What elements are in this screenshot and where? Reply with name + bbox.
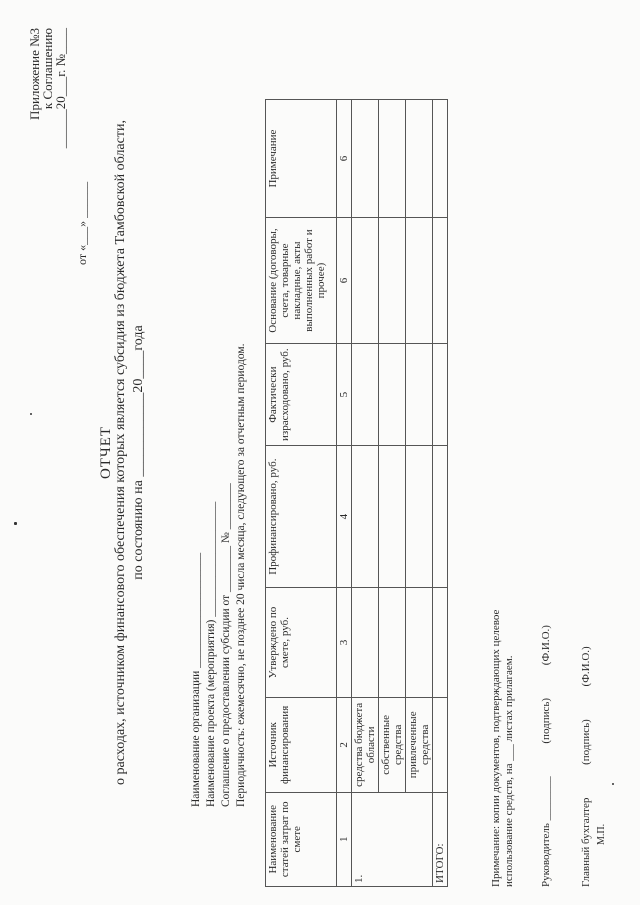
- report-as-of-date: по состоянию на ____________20____года: [131, 325, 146, 580]
- table-header-row: [266, 100, 337, 887]
- col-number: 6: [337, 100, 352, 218]
- signature-director: [540, 625, 552, 887]
- table-number-row: [337, 100, 352, 887]
- accountant-signature: (подпись): [580, 719, 592, 765]
- source-cell: собственные средства: [379, 698, 406, 792]
- meta-agreement: Соглашение о предоставлении субсидии от ________ № ________: [220, 483, 232, 807]
- director-name: (Ф.И.О.): [540, 625, 552, 666]
- col-header: Утверждено по смете, руб.: [266, 587, 337, 697]
- agreement-ref: к Соглашению: [40, 28, 55, 110]
- col-number: 1: [337, 792, 352, 886]
- row-number: 1.: [352, 792, 433, 886]
- col-header: Наименование статей затрат по смете: [266, 792, 337, 886]
- appendix-number: Приложение №3: [27, 28, 42, 120]
- table-row: [379, 100, 406, 887]
- expense-table-wrap: [265, 99, 448, 887]
- col-header: Фактически израсходовано, руб.: [266, 344, 337, 446]
- signature-accountant: [580, 646, 592, 887]
- director-label: Руководитель ________: [540, 776, 552, 887]
- expense-table: [265, 99, 448, 887]
- meta-organization: Наименование организации ____________________: [190, 552, 202, 807]
- scan-speck: [30, 413, 32, 415]
- meta-project: Наименование проекта (мероприятия) ____________________: [205, 501, 217, 807]
- table-row: [352, 100, 379, 887]
- director-signature: (подпись): [540, 697, 552, 744]
- scan-speck: [14, 522, 17, 525]
- col-header: Примечание: [266, 100, 337, 218]
- total-label: ИТОГО:: [433, 792, 448, 886]
- stamp-label: М.П.: [596, 823, 607, 845]
- col-number: 2: [337, 698, 352, 792]
- scan-speck: [612, 783, 614, 785]
- appendix-header: [28, 28, 67, 148]
- meta-periodicity: Периодичность: ежемесячно, не позднее 20 числа месяца, следующего за отчетным периодом.: [235, 343, 247, 807]
- agreement-date-number: ______20___г. №____: [53, 28, 68, 149]
- col-header: Профинансировано, руб.: [266, 446, 337, 588]
- col-header: Основание (договоры, счета, товарные накладные, акты выполненных работ и прочее): [266, 218, 337, 344]
- attachment-note: Примечание: копии документов, подтверждающих целевое использование средств, на ___ листах прилагаем.: [490, 609, 515, 887]
- source-cell: привлеченные средства: [406, 698, 433, 792]
- col-number: 3: [337, 587, 352, 697]
- accountant-label: Главный бухгалтер: [580, 797, 592, 887]
- col-number: 6: [337, 218, 352, 344]
- agreement-from-date: от «___» ______: [75, 181, 89, 265]
- source-cell: средства бюджета области: [352, 698, 379, 792]
- report-subtitle: о расходах, источником финансового обеспечения которых является субсидия из бюджета Тамбовской области,: [113, 120, 128, 785]
- col-header: Источник финансирования: [266, 698, 337, 792]
- accountant-name: (Ф.И.О.): [580, 646, 592, 687]
- col-number: 5: [337, 344, 352, 446]
- report-title: ОТЧЕТ: [98, 425, 114, 480]
- table-row: [406, 100, 433, 887]
- col-number: 4: [337, 446, 352, 588]
- table-total-row: [433, 100, 448, 887]
